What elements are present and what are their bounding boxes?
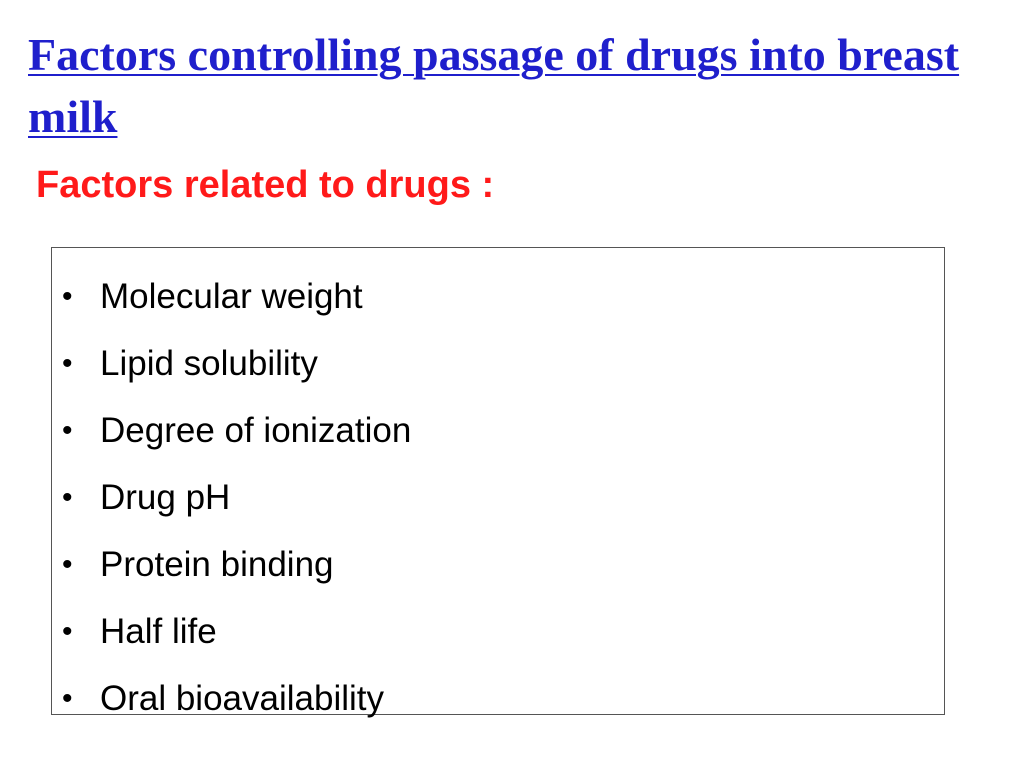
factor-label: Half life	[100, 611, 217, 651]
bullet-icon: •	[62, 614, 73, 648]
factor-label: Oral bioavailability	[100, 678, 385, 718]
factor-label: Lipid solubility	[100, 343, 318, 383]
list-item	[52, 330, 944, 397]
section-subtitle: Factors related to drugs :	[36, 164, 495, 206]
factor-label: Protein binding	[100, 544, 334, 584]
list-item	[52, 598, 944, 665]
bullet-icon: •	[62, 681, 73, 715]
bullet-icon: •	[62, 547, 73, 581]
list-item	[52, 665, 944, 732]
factor-list	[52, 248, 944, 732]
bullet-icon: •	[62, 279, 73, 313]
bullet-icon: •	[62, 413, 73, 447]
list-item	[52, 263, 944, 330]
factor-list-box	[51, 247, 945, 718]
list-item	[52, 464, 944, 531]
factor-label: Drug pH	[100, 477, 231, 517]
list-item	[52, 397, 944, 464]
slide-title: Factors controlling passage of drugs into breast milk	[28, 29, 960, 142]
bullet-icon: •	[62, 346, 73, 380]
bullet-icon: •	[62, 480, 73, 514]
factor-label: Degree of ionization	[100, 410, 412, 450]
list-item	[52, 531, 944, 598]
factor-label: Molecular weight	[100, 276, 363, 316]
